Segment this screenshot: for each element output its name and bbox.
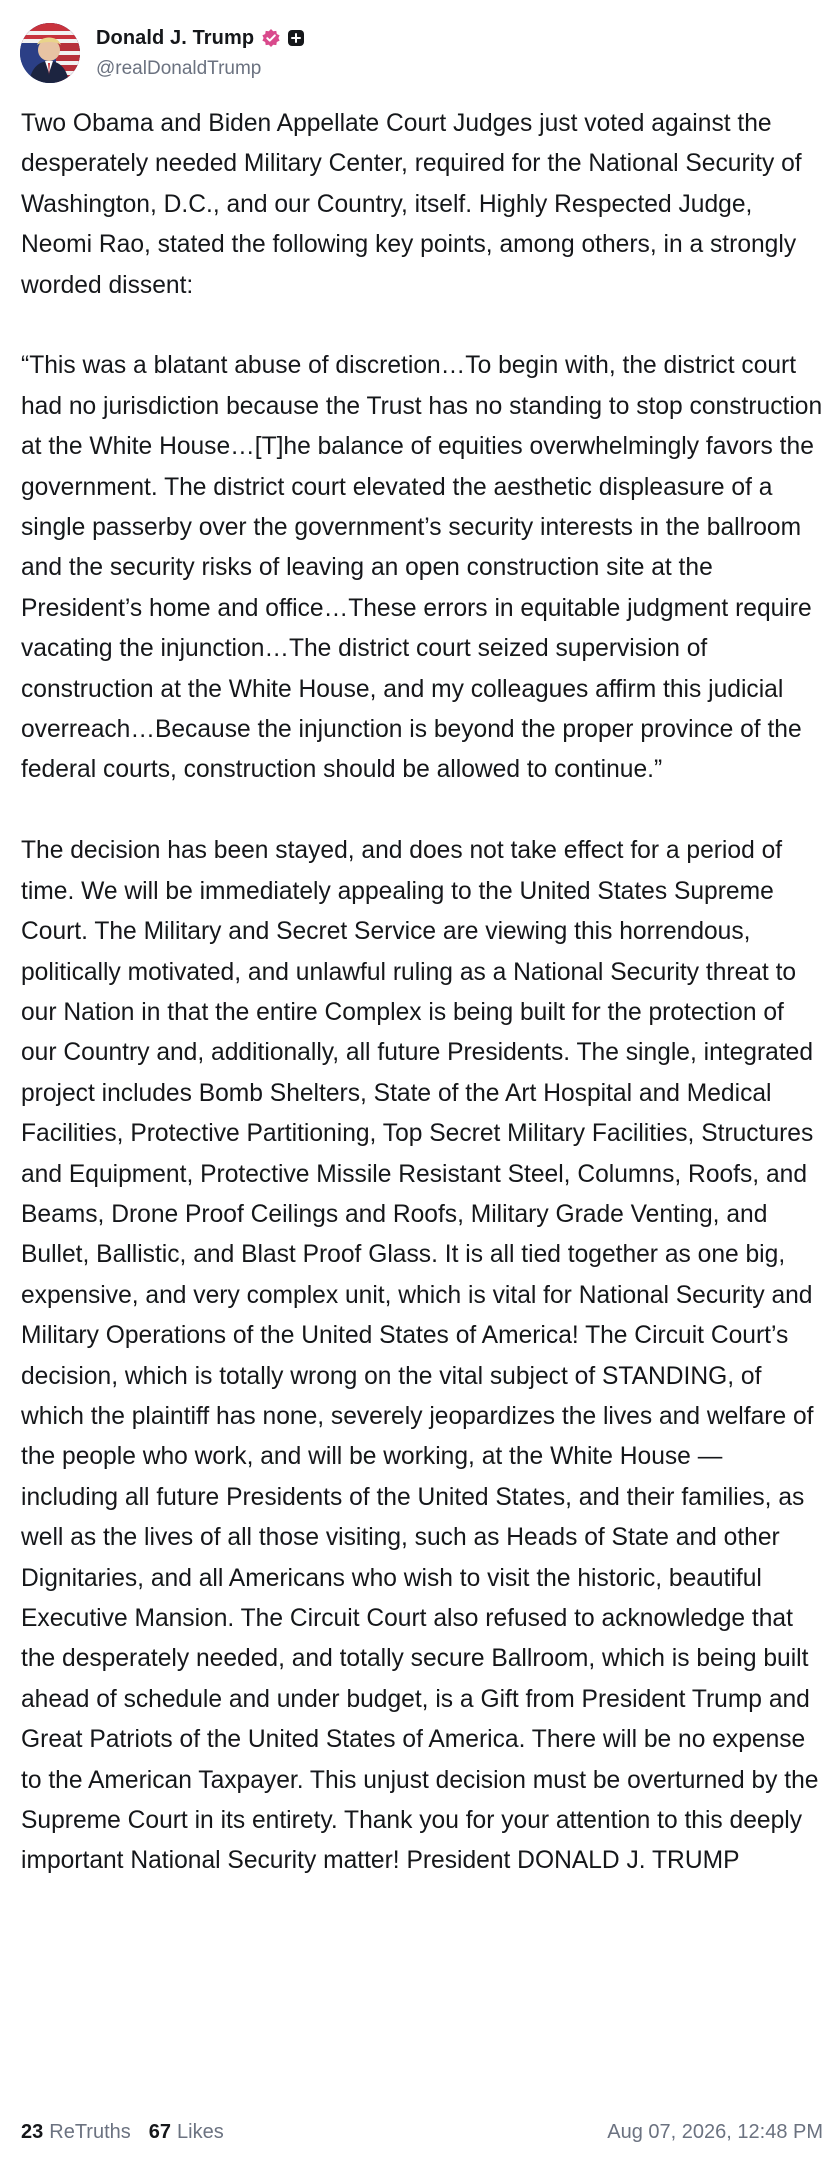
name-row — [96, 24, 305, 52]
post-header — [20, 18, 305, 88]
likes-stat[interactable] — [149, 2121, 224, 2144]
post-timestamp[interactable]: Aug 07, 2026, 12:48 PM — [607, 2120, 823, 2143]
author-handle[interactable]: @realDonaldTrump — [96, 58, 262, 79]
author-identity — [96, 24, 305, 82]
author-display-name[interactable]: Donald J. Trump — [96, 26, 255, 49]
post-stats — [21, 2121, 224, 2144]
post-footer — [21, 2112, 823, 2152]
post-paragraph: Two Obama and Biden Appellate Court Judges just voted against the desperately needed Military Center, required for the National Security of Washington, D.C., and our Country, itself. Highly Respected Judge, Neomi Rao, stated the following key points, among others, in a strongly worded dissent: — [21, 110, 802, 299]
post-paragraph: The decision has been stayed, and does not take effect for a period of time. We will be immediately appealing to the United States Supreme Court. The Military and Secret Service are viewing this horrendous, politically motivated, and unlawful ruling as a National Security threat to our Nation in that the entire Complex is being built for the protection of our Country and, additionally, all future Presidents. The single, integrated project includes Bomb Shelters, State of the Art Hospital and Medical Facilities, Protective Partitioning, Top Secret Military Facilities, Structures and Equipment, Protective Missile Resistant Steel, Columns, Roofs, and Beams, Drone Proof Ceilings and Roofs, Military Grade Venting, and Bullet, Ballistic, and Blast Proof Glass. It is all tied together as one big, expensive, and very complex unit, which is vital for National Security and Military Operations of the United States of America! The Circuit Court’s decision, which is totally wrong on the vital subject of STANDING, of which the plaintiff has none, severely jeopardizes the lives and welfare of the people who work, and will be working, at the White House — including all future Presidents of the United States, and their families, as well as the lives of all those visiting, such as Heads of State and other Dignitaries, and all Americans who wish to visit the historic, beautiful Executive Mansion. The Circuit Court also refused to acknowledge that the desperately needed, and totally secure Ballroom, which is being built ahead of schedule and under budget, is a Gift from President Trump and Great Patriots of the United States of America. There will be no expense to the American Taxpayer. This unjust decision must be overturned by the Supreme Court in its entirety. Thank you for your attention to this deeply important National Security matter! President DONALD J. TRUMP — [21, 837, 819, 1875]
plus-square-icon[interactable] — [287, 29, 305, 47]
retruths-stat[interactable] — [21, 2121, 131, 2144]
retruths-count: 23 — [21, 2120, 44, 2143]
retruths-label: ReTruths — [49, 2120, 131, 2143]
avatar[interactable] — [20, 23, 80, 83]
likes-count: 67 — [148, 2120, 172, 2143]
likes-label: Likes — [177, 2120, 224, 2143]
verified-badge-icon — [261, 28, 281, 48]
post-body — [21, 104, 823, 1882]
avatar-image — [20, 23, 80, 83]
post-paragraph: “This was a blatant abuse of discretion…To begin with, the district court had no jurisdiction because the Trust has no standing to stop construction at the White House…[T]he balance of equities overwhelmingly favors the government. The district court elevated the aesthetic displeasure of a single passerby over the government’s security interests in the ballroom and the security risks of leaving an open construction site at the President’s home and office…These errors in equitable judgment require vacating the injunction…The district court seized supervision of construction at the White House, and my colleagues affirm this judicial overreach…Because the injunction is beyond the proper province of the federal courts, construction should be allowed to continue.” — [21, 352, 823, 784]
